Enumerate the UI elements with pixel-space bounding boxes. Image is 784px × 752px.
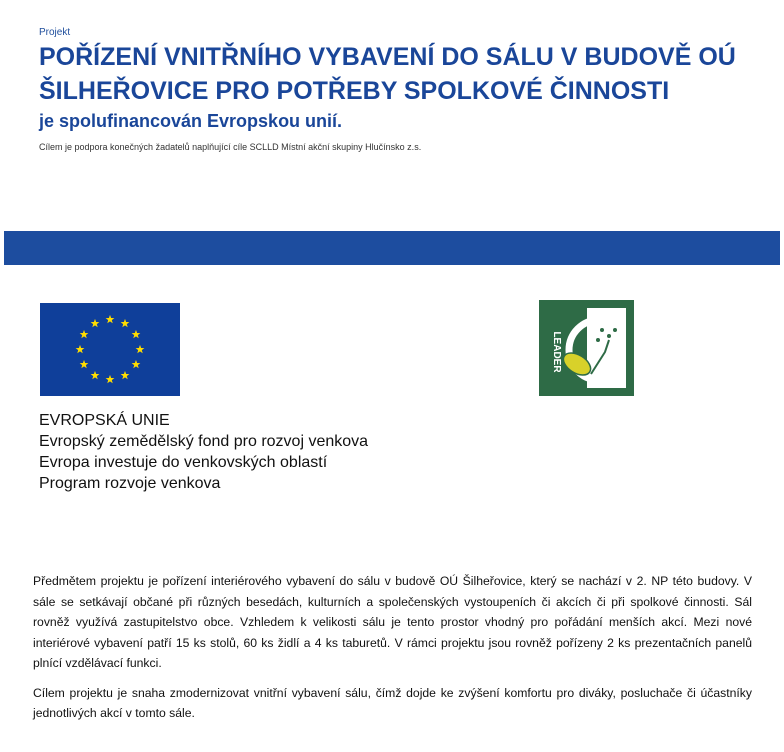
eu-flag-icon: [40, 303, 180, 396]
leader-logo-icon: [539, 300, 634, 396]
eu-funding-block: [39, 410, 368, 494]
eu-fund-name: Evropský zemědělský fond pro rozvoj venkova: [39, 433, 369, 450]
eu-slogan: Evropa investuje do venkovských oblastí: [39, 454, 328, 471]
project-description: [33, 571, 752, 733]
eu-name: EVROPSKÁ UNIE: [39, 412, 170, 429]
goal-note: Cílem je podpora konečných žadatelů naplňující cíle SCLLD Místní akční skupiny Hlučínsko z.s.: [39, 142, 422, 152]
project-label: Projekt: [39, 27, 71, 38]
page-title: POŘÍZENÍ VNITŘNÍHO VYBAVENÍ DO SÁLU V BUDOVĚ OÚ ŠILHEŘOVICE PRO POTŘEBY SPOLKOVÉ ČINNOSTI: [39, 43, 736, 105]
description-paragraph-1: Předmětem projektu je pořízení interiérového vybavení do sálu v budově OÚ Šilheřovice, který se nachází v 2. NP této budovy. V sále se setkávají občané při různých besedách, kulturních a společenských vystoupeních či akcích či při spolkové činnosti. Sál rovněž využívá zastupitelstvo obce. Vzhledem k velikosti sálu je tento prostor vhodný pro pořádání menších akcí. Mezi nové interiérové vybavení patří 15 ks stolů, 60 ks židlí a 4 ks taburetů. V rámci projektu jsou rovněž pořízeny 2 ks prezentačních panelů plnící vzdělávací funkci.: [33, 574, 752, 670]
blue-divider-band: [4, 231, 780, 265]
leader-logo-text: LEADER: [551, 331, 562, 373]
eu-program-name: Program rozvoje venkova: [39, 475, 221, 492]
description-paragraph-2: Cílem projektu je snaha zmodernizovat vnitřní vybavení sálu, čímž dojde ke zvýšení komfortu pro diváky, posluchače či účastníky jednotlivých akcí v tomto sále.: [33, 685, 752, 720]
cofinancing-subtitle: je spolufinancován Evropskou unií.: [39, 111, 343, 131]
